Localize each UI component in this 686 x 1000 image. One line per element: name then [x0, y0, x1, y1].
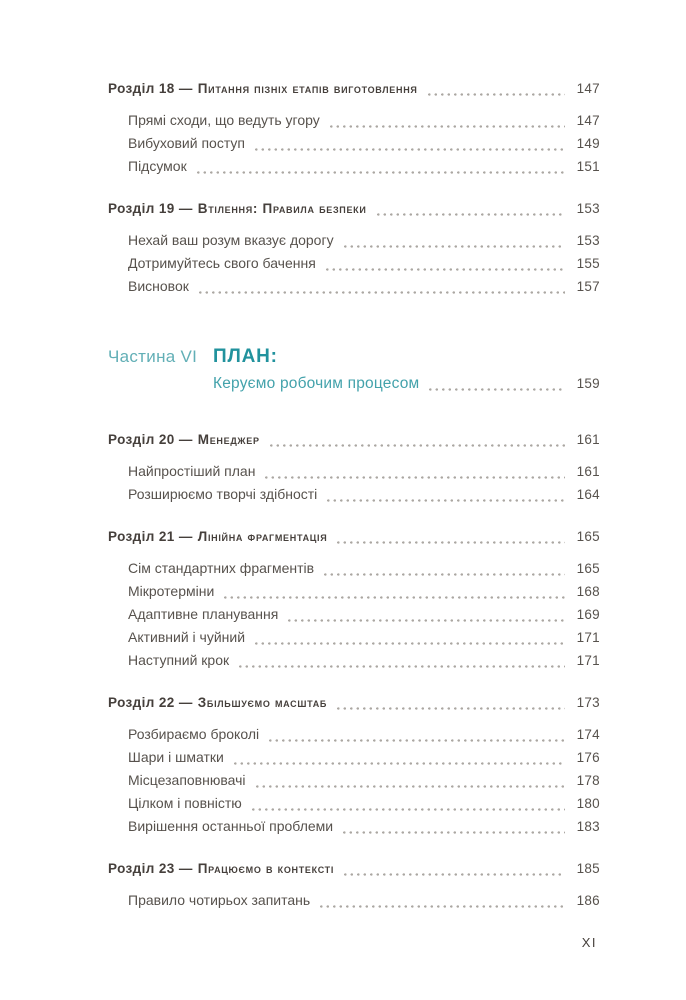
toc-item-label: Правило чотирьох запитань: [128, 892, 311, 908]
chapter-number: Розділ 18 —: [108, 81, 193, 96]
toc-item-page-number: 155: [576, 256, 600, 271]
toc-item: [128, 252, 600, 275]
chapter-page-number: 185: [576, 861, 600, 876]
toc-item: [128, 746, 600, 769]
toc-chapter-heading: [108, 429, 600, 451]
toc-item: [128, 580, 600, 603]
dot-leader: [270, 444, 565, 447]
toc-item-label: Мікротерміни: [128, 583, 215, 599]
dot-leader: [234, 762, 565, 765]
toc-item-page-number: 178: [576, 773, 600, 788]
toc-item-page-number: 180: [576, 796, 600, 811]
toc-item-page-number: 151: [576, 159, 600, 174]
toc-chapter-heading: [108, 78, 600, 100]
dot-leader: [337, 707, 565, 710]
toc-item: [128, 275, 600, 298]
toc-chapter-items: [108, 460, 600, 506]
chapter-title: Лінійна фрагментація: [197, 529, 328, 544]
toc-item-page-number: 176: [576, 750, 600, 765]
toc-chapter-items: [108, 557, 600, 672]
toc-item-label: Активний і чуйний: [128, 629, 246, 645]
toc-item: [128, 483, 600, 506]
toc-item-label: Вибуховий поступ: [128, 135, 245, 151]
toc-item-label: Підсумок: [128, 158, 187, 174]
dot-leader: [224, 596, 565, 599]
toc-item: [128, 649, 600, 672]
toc-section-chapter-21: [108, 526, 600, 672]
chapter-title: Збільшуємо масштаб: [197, 695, 328, 710]
toc-item-page-number: 157: [576, 279, 600, 294]
toc-item: [128, 723, 600, 746]
chapter-page-number: 153: [576, 201, 600, 216]
dot-leader: [330, 125, 565, 128]
part-number-label: Частина VI: [108, 347, 198, 366]
toc-part-subtitle-row: [108, 373, 600, 395]
toc-chapter-items: [108, 229, 600, 298]
toc-item-label: Розширюємо творчі здібності: [128, 486, 318, 502]
toc-item-label: Сім стандартних фрагментів: [128, 560, 315, 576]
toc-item: [128, 132, 600, 155]
dot-leader: [320, 905, 565, 908]
chapter-title: Втілення: Правила безпеки: [197, 201, 367, 216]
chapter-page-number: 165: [576, 529, 600, 544]
dot-leader: [326, 268, 565, 271]
toc-item-page-number: 147: [576, 113, 600, 128]
toc-item: [128, 557, 600, 580]
chapter-page-number: 161: [576, 432, 600, 447]
toc-chapter-heading: [108, 198, 600, 220]
folio-page-number: XI: [581, 935, 597, 950]
chapter-number: Розділ 21 —: [108, 529, 193, 544]
toc-part-heading-block: [108, 344, 600, 395]
toc-section-chapter-18: [108, 78, 600, 178]
toc-item: [128, 815, 600, 838]
dot-leader: [344, 245, 565, 248]
toc-item-page-number: 186: [576, 893, 600, 908]
dot-leader: [239, 665, 565, 668]
toc-item-label: Дотримуйтесь свого бачення: [128, 255, 316, 271]
toc-item: [128, 889, 600, 912]
chapter-number: Розділ 20 —: [108, 432, 193, 447]
chapter-page-number: 173: [576, 695, 600, 710]
chapter-number: Розділ 23 —: [108, 861, 193, 876]
toc-item-page-number: 165: [576, 561, 600, 576]
chapter-number: Розділ 19 —: [108, 201, 193, 216]
dot-leader: [252, 808, 565, 811]
toc-chapter-heading: [108, 526, 600, 548]
toc-item-page-number: 164: [576, 487, 600, 502]
dot-leader: [428, 93, 565, 96]
chapter-title: Працюємо в контексті: [197, 861, 335, 876]
dot-leader: [256, 785, 565, 788]
chapter-number: Розділ 22 —: [108, 695, 193, 710]
part-page-number: 159: [576, 376, 600, 391]
dot-leader: [324, 573, 565, 576]
toc-item-label: Вирішення останньої проблеми: [128, 818, 334, 834]
dot-leader: [337, 541, 565, 544]
toc-item-page-number: 183: [576, 819, 600, 834]
toc-item-page-number: 168: [576, 584, 600, 599]
toc-section-chapter-23: [108, 858, 600, 912]
toc-item: [128, 229, 600, 252]
toc-chapter-items: [108, 109, 600, 178]
dot-leader: [344, 873, 565, 876]
toc-item-label: Висновок: [128, 278, 189, 294]
toc-item: [128, 792, 600, 815]
toc-chapter-heading: [108, 692, 600, 714]
toc-item: [128, 626, 600, 649]
toc-item: [128, 460, 600, 483]
toc-item-label: Найпростіший план: [128, 463, 256, 479]
toc-section-chapter-20: [108, 429, 600, 506]
toc-item: [128, 769, 600, 792]
toc-section-chapter-22: [108, 692, 600, 838]
toc-item-label: Цілком і повністю: [128, 795, 242, 811]
toc-item-label: Прямі сходи, що ведуть угору: [128, 112, 320, 128]
toc-item-label: Розбираємо броколі: [128, 726, 260, 742]
toc-item-label: Місцезаповнювачі: [128, 772, 246, 788]
dot-leader: [269, 739, 565, 742]
toc-section-chapter-19: [108, 198, 600, 298]
chapter-page-number: 147: [576, 81, 600, 96]
dot-leader: [199, 291, 565, 294]
toc-item-page-number: 149: [576, 136, 600, 151]
dot-leader: [327, 499, 565, 502]
toc-chapter-items: [108, 889, 600, 912]
toc-chapter-items: [108, 723, 600, 838]
dot-leader: [343, 831, 565, 834]
toc-item-label: Адаптивне планування: [128, 606, 279, 622]
toc-item-label: Наступний крок: [128, 652, 230, 668]
part-title: ПЛАН:: [213, 346, 278, 367]
part-subtitle: Керуємо робочим процесом: [213, 375, 420, 392]
toc-item-page-number: 153: [576, 233, 600, 248]
toc-item-page-number: 174: [576, 727, 600, 742]
toc-item-page-number: 169: [576, 607, 600, 622]
toc-item: [128, 109, 600, 132]
dot-leader: [377, 213, 565, 216]
dot-leader: [265, 476, 565, 479]
dot-leader: [255, 148, 565, 151]
dot-leader: [255, 642, 565, 645]
toc-item-label: Нехай ваш розум вказує дорогу: [128, 232, 334, 248]
toc-chapter-heading: [108, 858, 600, 880]
chapter-title: Менеджер: [197, 432, 260, 447]
toc-item: [128, 155, 600, 178]
dot-leader: [429, 388, 565, 391]
dot-leader: [197, 171, 565, 174]
toc-item-page-number: 161: [576, 464, 600, 479]
toc-item-label: Шари і шматки: [128, 749, 224, 765]
dot-leader: [288, 619, 565, 622]
toc-part-row: [108, 344, 600, 370]
toc-item-page-number: 171: [576, 630, 600, 645]
toc-item-page-number: 171: [576, 653, 600, 668]
toc-item: [128, 603, 600, 626]
chapter-title: Питання пізніх етапів виготовлення: [197, 81, 418, 96]
